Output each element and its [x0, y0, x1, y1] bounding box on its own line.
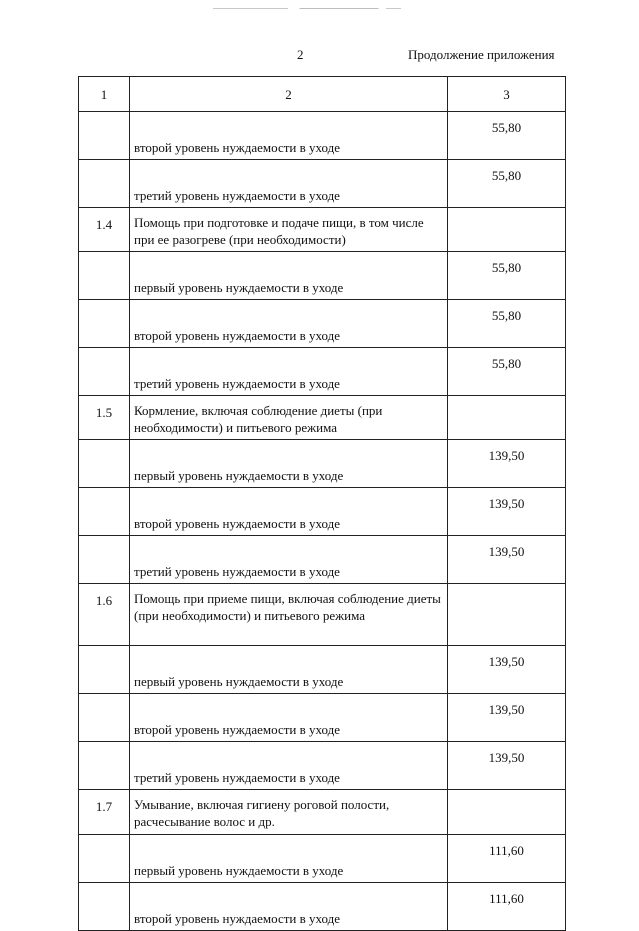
column-header-1: 1 — [79, 77, 130, 112]
row-service-name: третий уровень нуждаемости в уходе — [130, 160, 448, 208]
table-row — [79, 348, 566, 396]
table-row — [79, 252, 566, 300]
row-tariff-value — [448, 396, 566, 440]
row-number — [79, 488, 130, 536]
tariff-table — [78, 76, 566, 931]
row-service-name: Умывание, включая гигиену роговой полости, расчесывание волос и др. — [130, 790, 448, 835]
row-service-name: второй уровень нуждаемости в уходе — [130, 488, 448, 536]
table-row — [79, 160, 566, 208]
row-number — [79, 440, 130, 488]
column-header-2: 2 — [130, 77, 448, 112]
row-tariff-value: 139,50 — [448, 536, 566, 584]
table-header-row — [79, 77, 566, 112]
table-row — [79, 694, 566, 742]
row-number: 1.6 — [79, 584, 130, 646]
table-row — [79, 646, 566, 694]
scan-artifact-line — [213, 8, 401, 9]
table-row — [79, 790, 566, 835]
row-tariff-value: 55,80 — [448, 252, 566, 300]
table-row — [79, 208, 566, 252]
row-tariff-value: 55,80 — [448, 300, 566, 348]
table-row — [79, 440, 566, 488]
table-row — [79, 883, 566, 931]
row-service-name: Кормление, включая соблюдение диеты (при необходимости) и питьевого режима — [130, 396, 448, 440]
row-number: 1.5 — [79, 396, 130, 440]
row-tariff-value: 55,80 — [448, 112, 566, 160]
row-service-name: первый уровень нуждаемости в уходе — [130, 835, 448, 883]
row-number — [79, 348, 130, 396]
row-service-name: первый уровень нуждаемости в уходе — [130, 252, 448, 300]
row-number — [79, 160, 130, 208]
row-service-name: первый уровень нуждаемости в уходе — [130, 440, 448, 488]
row-tariff-value — [448, 584, 566, 646]
row-tariff-value: 139,50 — [448, 694, 566, 742]
row-number: 1.7 — [79, 790, 130, 835]
continuation-label: Продолжение приложения — [408, 47, 555, 62]
table-row — [79, 488, 566, 536]
row-tariff-value: 139,50 — [448, 742, 566, 790]
row-service-name: второй уровень нуждаемости в уходе — [130, 300, 448, 348]
row-tariff-value: 139,50 — [448, 440, 566, 488]
table-row — [79, 396, 566, 440]
row-number — [79, 742, 130, 790]
row-service-name: Помощь при приеме пищи, включая соблюдение диеты (при необходимости) и питьевого режима — [130, 584, 448, 646]
row-number — [79, 694, 130, 742]
row-tariff-value — [448, 208, 566, 252]
row-tariff-value: 111,60 — [448, 835, 566, 883]
row-number — [79, 646, 130, 694]
table-row — [79, 742, 566, 790]
column-header-3: 3 — [448, 77, 566, 112]
table-row — [79, 112, 566, 160]
row-tariff-value: 139,50 — [448, 488, 566, 536]
row-number — [79, 300, 130, 348]
row-service-name: третий уровень нуждаемости в уходе — [130, 536, 448, 584]
row-service-name: третий уровень нуждаемости в уходе — [130, 742, 448, 790]
table-row — [79, 835, 566, 883]
row-service-name: Помощь при подготовке и подаче пищи, в том числе при ее разогреве (при необходимости) — [130, 208, 448, 252]
row-number — [79, 835, 130, 883]
row-number — [79, 536, 130, 584]
row-service-name: первый уровень нуждаемости в уходе — [130, 646, 448, 694]
row-number — [79, 112, 130, 160]
row-tariff-value — [448, 790, 566, 835]
table-row — [79, 584, 566, 646]
row-number — [79, 252, 130, 300]
page-number: 2 — [297, 47, 304, 62]
row-tariff-value: 111,60 — [448, 883, 566, 931]
row-tariff-value: 139,50 — [448, 646, 566, 694]
table-row — [79, 300, 566, 348]
row-service-name: второй уровень нуждаемости в уходе — [130, 883, 448, 931]
table-row — [79, 536, 566, 584]
row-service-name: третий уровень нуждаемости в уходе — [130, 348, 448, 396]
row-service-name: второй уровень нуждаемости в уходе — [130, 694, 448, 742]
row-number: 1.4 — [79, 208, 130, 252]
row-tariff-value: 55,80 — [448, 348, 566, 396]
row-number — [79, 883, 130, 931]
row-service-name: второй уровень нуждаемости в уходе — [130, 112, 448, 160]
row-tariff-value: 55,80 — [448, 160, 566, 208]
